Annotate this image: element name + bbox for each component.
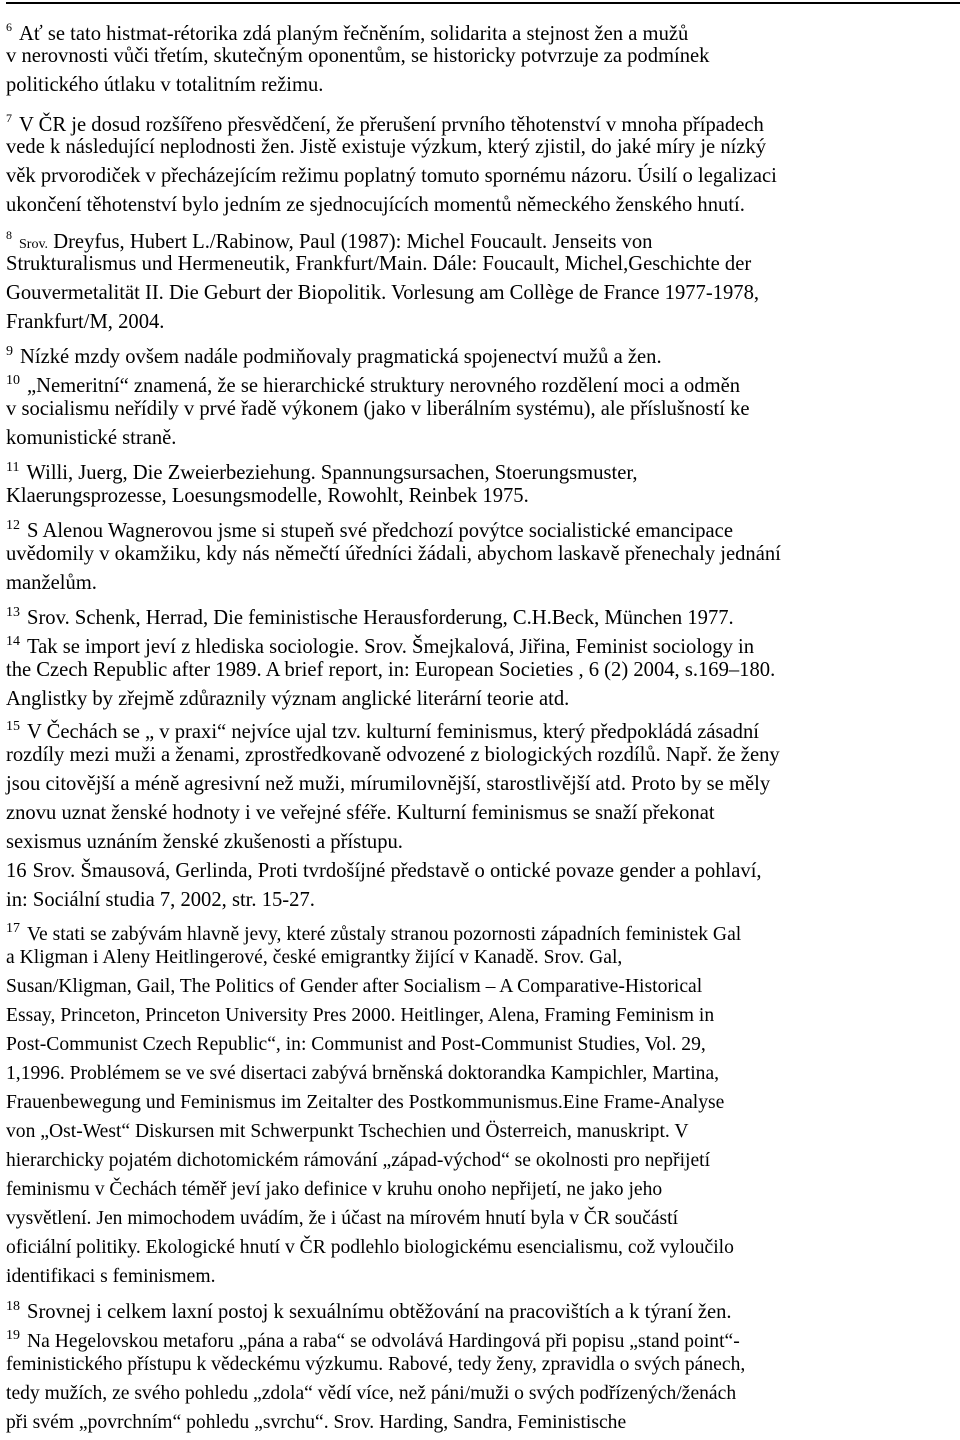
- srov-label: Srov.: [19, 237, 49, 252]
- footnote-14: [6, 627, 956, 714]
- footnote-line: a Kligman i Aleny Heitlingerové, české emigrantky žijící v Kanadě. Srov. Gal,: [6, 947, 623, 968]
- footnote-16: [6, 857, 956, 915]
- footnote-line: komunistické straně.: [6, 427, 177, 449]
- footnote-line: Frankfurt/M, 2004.: [6, 311, 165, 333]
- footnote-line: Susan/Kligman, Gail, The Politics of Gender after Socialism – A Comparative-Historical: [6, 976, 703, 997]
- footnote-number: 9: [6, 344, 13, 359]
- top-rule: [6, 2, 960, 4]
- footnote-10: [6, 366, 956, 453]
- footnote-11: [6, 453, 956, 511]
- footnote-8: [6, 221, 956, 337]
- footnote-line: tedy mužích, ze svého pohledu „zdola“ vědí více, než páni/muži o svých podřízených/ženách: [6, 1383, 737, 1404]
- footnote-line: politického útlaku v totalitním režimu.: [6, 74, 324, 96]
- footnote-15: [6, 712, 956, 857]
- footnote-line: uvědomily v okamžiku, kdy nás němečtí úředníci žádali, abychom laskavě přenechaly jednání: [6, 543, 781, 565]
- footnote-line: jsou citovější a méně agresivní než muži, mírumilovnější, starostlivější atd. Proto by se měly: [6, 773, 771, 795]
- footnote-line: věk prvorodiček v přecházejícím režimu poplatný tomuto spornému názoru. Úsilí o legalizaci: [6, 165, 777, 187]
- footnote-6: [6, 13, 956, 100]
- footnote-19: [6, 1321, 956, 1437]
- footnote-number: 11: [6, 460, 20, 475]
- footnote-number: 17: [6, 921, 20, 936]
- footnote-line: 6 Ať se tato histmat-rétorika zdá planým řečněním, solidarita a stejnost žen a mužů: [6, 13, 956, 42]
- footnote-line: při svém „povrchním“ pohledu „svrchu“. Srov. Harding, Sandra, Feministische: [6, 1412, 627, 1433]
- footnote-7: [6, 104, 956, 220]
- footnote-number: 6: [6, 20, 12, 34]
- footnote-line: 15 V Čechách se „ v praxi“ nejvíce ujal tzv. kulturní feminismus, který předpokládá zásadní: [6, 712, 956, 741]
- footnote-12: [6, 511, 956, 598]
- footnote-number: 14: [6, 634, 20, 649]
- footnote-line: hierarchicky pojatém dichotomickém rámování „západ-východ“ se okolnosti pro nepřijetí: [6, 1150, 711, 1171]
- footnote-number: 12: [6, 518, 20, 533]
- footnote-line: in: Sociální studia 7, 2002, str. 15-27.: [6, 889, 315, 911]
- footnote-line: oficiální politiky. Ekologické hnutí v ČR podlehlo biologickému esencialismu, což vyloučilo: [6, 1237, 734, 1258]
- footnote-line: v socialismu neřídily v prvé řadě výkonem (jako v liberálním systému), ale příslušností ke: [6, 398, 750, 420]
- footnote-18: [6, 1292, 956, 1321]
- footnote-line: 18 Srovnej i celkem laxní postoj k sexuálnímu obtěžování na pracovištích a k týraní žen.: [6, 1292, 956, 1321]
- footnote-line: 7 V ČR je dosud rozšířeno přesvědčení, že přerušení prvního těhotenství v mnoha případech: [6, 104, 956, 133]
- footnote-line: Frauenbewegung und Feminismus im Zeitalter des Postkommunismus.Eine Frame-Analyse: [6, 1092, 725, 1113]
- footnote-number: 15: [6, 719, 20, 734]
- footnote-line: 11 Willi, Juerg, Die Zweierbeziehung. Spannungsursachen, Stoerungsmuster,: [6, 453, 956, 482]
- footnote-line: ukončení těhotenství bylo jedním ze sjednocujících momentů německého ženského hnutí.: [6, 194, 745, 216]
- footnote-17: [6, 914, 956, 1291]
- footnote-line: Klaerungsprozesse, Loesungsmodelle, Rowohlt, Reinbek 1975.: [6, 485, 529, 507]
- footnote-number: 19: [6, 1328, 20, 1343]
- footnote-13: [6, 598, 956, 627]
- footnote-line: vysvětlení. Jen mimochodem uvádím, že i účast na mírovém hnutí byla v ČR součástí: [6, 1208, 679, 1229]
- footnote-line: von „Ost-West“ Diskursen mit Schwerpunkt Tschechien und Österreich, manuskript. V: [6, 1121, 689, 1142]
- footnote-number: 10: [6, 373, 20, 388]
- footnote-line: 17 Ve stati se zabývám hlavně jevy, které zůstaly stranou pozornosti západních feministek Gal: [6, 914, 956, 943]
- footnote-line: identifikaci s feminismem.: [6, 1266, 216, 1287]
- footnote-line: 13 Srov. Schenk, Herrad, Die feministische Herausforderung, C.H.Beck, München 1977.: [6, 598, 956, 627]
- footnote-line: v nerovnosti vůči třetím, skutečným oponentům, se historicky potvrzuje za podmínek: [6, 45, 710, 67]
- footnote-line: sexismus uznáním ženské zkušenosti a přístupu.: [6, 831, 403, 853]
- footnote-line: 14 Tak se import jeví z hlediska sociologie. Srov. Šmejkalová, Jiřina, Feminist sociology in: [6, 627, 956, 656]
- footnote-line: Post-Communist Czech Republic“, in: Communist and Post-Communist Studies, Vol. 29,: [6, 1034, 706, 1055]
- footnote-9: [6, 337, 956, 366]
- footnote-line: 16 Srov. Šmausová, Gerlinda, Proti tvrdošíjné představě o ontické povaze gender a pohlaví,: [6, 857, 956, 886]
- footnote-line: Gouvermetalität II. Die Geburt der Biopolitik. Vorlesung am Collège de France 1977-1978,: [6, 282, 760, 304]
- footnote-line: Essay, Princeton, Princeton University Pres 2000. Heitlinger, Alena, Framing Feminism in: [6, 1005, 715, 1026]
- footnote-line: 19 Na Hegelovskou metaforu „pána a raba“ se odvolává Hardingová při popisu „stand point“-: [6, 1321, 956, 1350]
- footnote-line: Anglistky by zřejmě zdůraznily význam anglické literární teorie atd.: [6, 688, 570, 710]
- footnote-line: vede k následující neplodnosti žen. Jistě existuje výzkum, který zjistil, do jaké míry je nízký: [6, 136, 767, 158]
- footnote-line: znovu uznat ženské hodnoty i ve veřejné sféře. Kulturní feminismus se snaží překonat: [6, 802, 715, 824]
- footnote-number: 8: [6, 228, 12, 242]
- footnote-line: feminismu v Čechách téměř jeví jako definice v kruhu onoho nepřijetí, ne jako jeho: [6, 1179, 663, 1200]
- footnote-line: manželům.: [6, 572, 97, 594]
- footnote-line: 1,1996. Problémem se ve své disertaci zabývá brněnská doktorandka Kampichler, Martina,: [6, 1063, 720, 1084]
- footnote-line: 10 „Nemeritní“ znamená, že se hierarchické struktury nerovného rozdělení moci a odměn: [6, 366, 956, 395]
- footnote-line: 9 Nízké mzdy ovšem nadále podmiňovaly pragmatická spojenectví mužů a žen.: [6, 337, 956, 366]
- footnote-number: 7: [6, 111, 12, 125]
- footnote-line: 12 S Alenou Wagnerovou jsme si stupeň své předchozí povýtce socialistické emancipace: [6, 511, 956, 540]
- footnote-line: feministického přístupu k vědeckému výzkumu. Rabové, tedy ženy, zpravidla o svých pánech,: [6, 1354, 746, 1375]
- footnote-line: rozdíly mezi muži a ženami, zprostředkovaně odvozené z biologických rozdílů. Např. že ženy: [6, 744, 780, 766]
- footnote-line: Strukturalismus und Hermeneutik, Frankfurt/Main. Dále: Foucault, Michel,Geschichte der: [6, 253, 752, 275]
- footnote-number: 18: [6, 1299, 20, 1314]
- footnote-line: the Czech Republic after 1989. A brief report, in: European Societies , 6 (2) 2004, s.169–180.: [6, 659, 776, 681]
- footnote-number: 16: [6, 860, 27, 882]
- footnote-line: 8Srov. Dreyfus, Hubert L./Rabinow, Paul (1987): Michel Foucault. Jenseits von: [6, 221, 956, 250]
- footnote-number: 13: [6, 605, 20, 620]
